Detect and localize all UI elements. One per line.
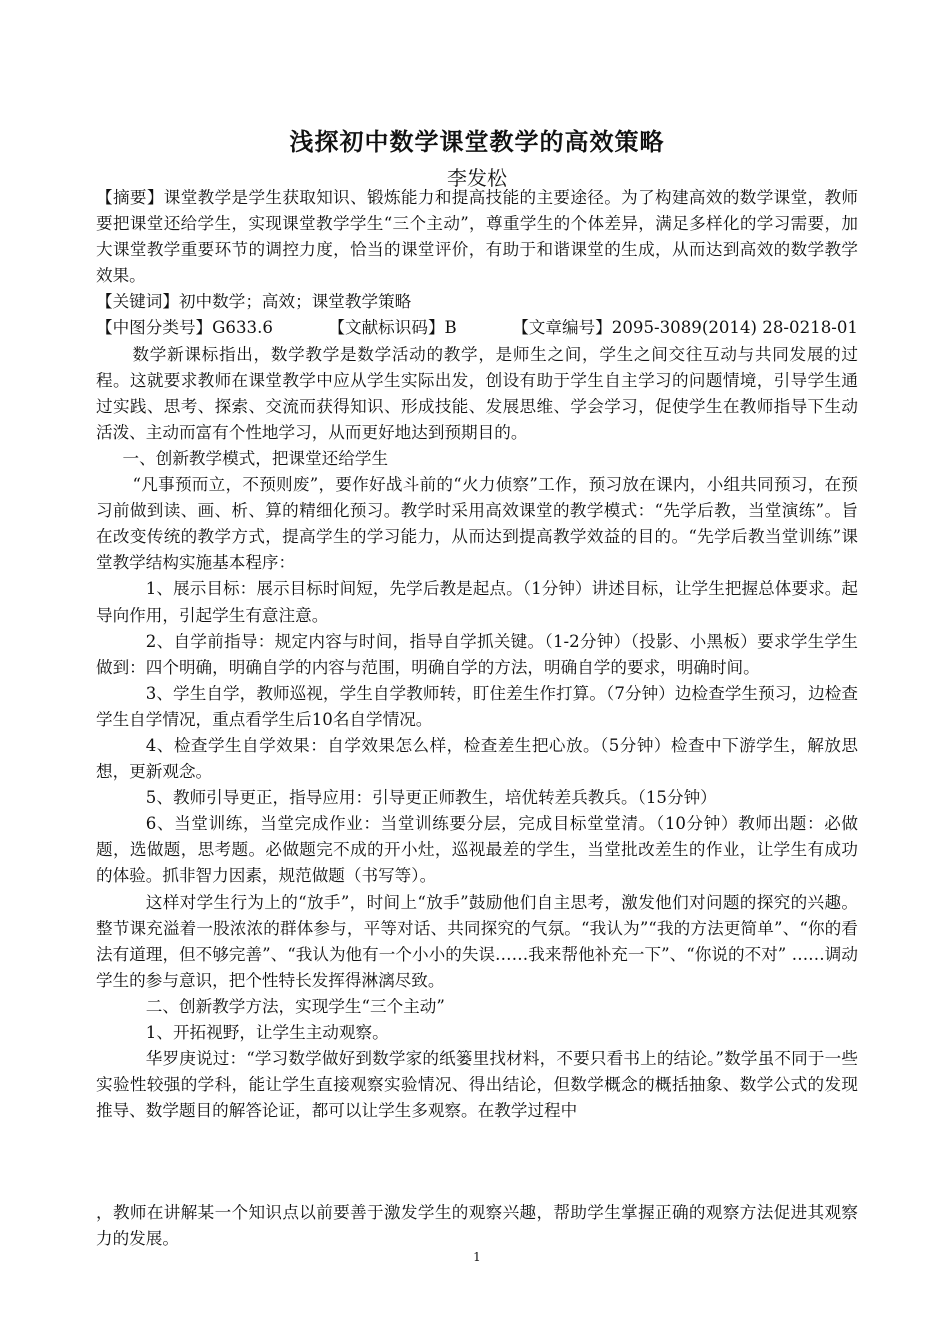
step-2: 2、自学前指导：规定内容与时间，指导自学抓关键。（1-2分钟）（投影、小黑板）要求学生学生做到：四个明确，明确自学的内容与范围，明确自学的方法，明确自学的要求，明确时间。 — [96, 631, 858, 677]
article-number: 【文章编号】2095-3089(2014) 28-0218-01 — [512, 318, 858, 338]
step-1: 1、展示目标：展示目标时间短，先学后教是起点。（1分钟）讲述目标，让学生把握总体要求。起导向作用，引起学生有意注意。 — [96, 579, 858, 625]
document-code: 【文献标识码】B — [328, 318, 457, 338]
section-heading-2: 二、创新教学方法，实现学生“三个主动” — [145, 996, 445, 1016]
step-3: 3、学生自学，教师巡视，学生自学教师转，盯住差生作打算。（7分钟）边检查学生预习，边检查学生自学情况，重点看学生后10名自学情况。 — [96, 683, 858, 729]
classification-line — [96, 315, 858, 341]
paragraph-continuation: ，教师在讲解某一个知识点以前要善于激发学生的观察兴趣，帮助学生掌握正确的观察方法促进其观察力的发展。 — [96, 1203, 858, 1249]
section-heading-1: 一、创新教学模式，把课堂还给学生 — [122, 448, 389, 468]
intro-paragraph: 数学新课标指出，数学教学是数学活动的教学，是师生之间，学生之间交往互动与共同发展的过程。这就要求教师在课堂教学中应从学生实际出发，创设有助于学生自主学习的问题情境，引导学生通过实践、思考、探索、交流而获得知识、形成技能、发展思维、学会学习，促使学生在教师指导下生动活泼、主动而富有个性地学习，从而更好地达到预期目的。 — [96, 344, 858, 442]
author-name: 李发松 — [447, 166, 507, 190]
page-gap — [96, 1124, 858, 1200]
step-5: 5、教师引导更正，指导应用：引导更正师教生，培优转差兵教兵。（15分钟） — [145, 788, 717, 808]
step-4: 4、检查学生自学效果：自学效果怎么样，检查差生把心放。（5分钟）检查中下游学生，解放思想，更新观念。 — [96, 735, 858, 782]
classification-number: 【中图分类号】G633.6 — [96, 318, 273, 338]
paragraph: 华罗庚说过：“学习数学做好到数学家的纸篓里找材料，不要只看书上的结论。”数学虽不同于一些实验性较强的学科，能让学生直接观察实验情况、得出结论，但数学概念的概括抽象、数学公式的发现推导、数学题目的解答论证，都可以让学生多观察。在教学过程中 — [96, 1049, 858, 1121]
subsection-heading: 1、开拓视野，让学生主动观察。 — [145, 1023, 389, 1042]
step-6: 6、当堂训练，当堂完成作业：当堂训练要分层，完成目标堂堂清。（10分钟）教师出题：必做题，选做题，思考题。必做题完不成的开小灶，巡视最差的学生，当堂批改差生的作业，让学生有成功的体验。抓非智力因素，规范做题（书写等）。 — [96, 814, 858, 886]
abstract: 【摘要】课堂教学是学生获取知识、锻炼能力和提高技能的主要途径。为了构建高效的数学课堂，教师要把课堂还给学生，实现课堂教学学生“三个主动”，尊重学生的个体差异，满足多样化的学习需要，加大课堂教学重要环节的调控力度，恰当的课堂评价，有助于和谐课堂的生成，从而达到高效的数学教学效果。 — [96, 188, 858, 286]
page-number: 1 — [473, 1250, 481, 1264]
keywords: 【关键词】初中数学；高效；课堂教学策略 — [96, 292, 412, 312]
article-title: 浅探初中数学课堂教学的高效策略 — [289, 127, 665, 156]
paragraph: 这样对学生行为上的“放手”，时间上“放手”鼓励他们自主思考，激发他们对问题的探究的兴趣。整节课充溢着一股浓浓的群体参与，平等对话、共同探究的气氛。“我认为”“我的方法更简单”、“你的看法有道理，但不够完善”、“我认为他有一个小小的失误……我来帮他补充一下”、“你说的不对” ……调动学生的参与意识，把个性特长发挥得淋漓尽致。 — [96, 892, 858, 990]
article-body — [96, 185, 858, 1253]
paragraph: “凡事预而立，不预则废”，要作好战斗前的“火力侦察”工作，预习放在课内，小组共同预习，在预习前做到读、画、析、算的精细化预习。教学时采用高效课堂的教学模式：“先学后教，当堂演练”。旨在改变传统的教学方式，提高学生的学习能力，从而达到提高教学效益的目的。“先学后教当堂训练”课堂教学结构实施基本程序： — [96, 475, 858, 573]
